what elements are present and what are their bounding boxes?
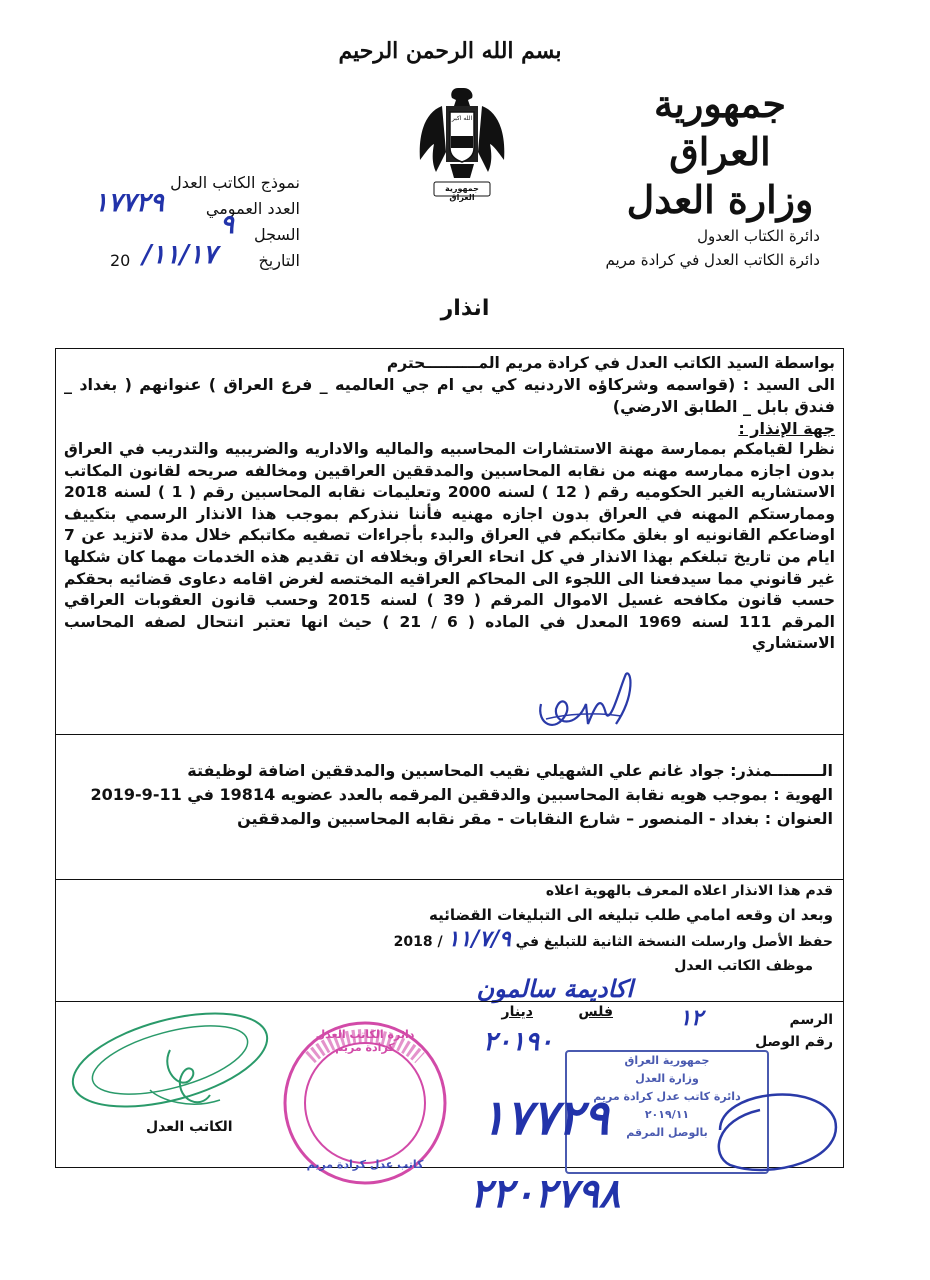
warner-name: الـــــــــمنذر: جواد غانم علي الشهيلي نقيب المحاسبين والمدققين اضافة لوظيفتة bbox=[187, 761, 833, 780]
date-row bbox=[100, 240, 300, 274]
basmala bbox=[300, 38, 600, 78]
date-year-prefix: 20 bbox=[110, 251, 131, 270]
clerk-handwritten-name: اكاديمة سالمون bbox=[476, 974, 633, 1003]
fee-handwritten: ١٢ bbox=[679, 1005, 703, 1031]
dinar-label: دينار bbox=[501, 1004, 533, 1020]
handwritten-number-1: ١٧٧٢٩ bbox=[480, 1090, 609, 1146]
ministry-line-2: وزارة العدل bbox=[626, 177, 814, 222]
date-value: ١١/١٧/ bbox=[142, 240, 217, 270]
register-value: ٩ bbox=[220, 210, 234, 240]
iraq-emblem-icon bbox=[412, 82, 512, 202]
notary-label: الكاتب العدل bbox=[146, 1119, 233, 1135]
notice-body-section bbox=[64, 353, 835, 655]
notice-frame bbox=[55, 348, 844, 1168]
rect-stamp-line-4: ٢٠١٩/١١ bbox=[644, 1108, 690, 1121]
warner-id: الهوية : بموجب هويه نقابة المحاسبين والدققين المرقمه بالعدد عضويه 19814 في 11-9-2019 bbox=[90, 785, 833, 804]
rect-stamp-line-2: وزارة العدل bbox=[635, 1072, 699, 1085]
fee-label: الرسم bbox=[789, 1012, 833, 1028]
basmala-text: بسم الله الرحمن الرحيم bbox=[338, 38, 562, 64]
rect-stamp-line-1: جمهورية العراق bbox=[624, 1054, 710, 1067]
fils-label: فلس bbox=[578, 1004, 613, 1020]
public-number-value: ١٧٧٢٩ bbox=[94, 188, 164, 218]
form-info-block bbox=[94, 170, 300, 274]
clerk-line-3-row bbox=[66, 927, 833, 954]
warner-address: العنوان : بغداد - المنصور – شارع النقابات - مقر نقابه المحاسبين والمدققين bbox=[237, 809, 833, 828]
clerk-line-3-year: / 2018 bbox=[393, 934, 443, 950]
clerk-line-3: حفظ الأصل وارسلت النسخة الثانية للتبليغ في bbox=[515, 934, 833, 950]
warner-signature bbox=[526, 664, 646, 744]
register-label: السجل bbox=[253, 225, 300, 244]
rect-stamp-line-3: دائرة كاتب عدل كرادة مريم bbox=[593, 1090, 741, 1103]
rect-stamp-line-5: بالوصل المرقم bbox=[626, 1126, 708, 1139]
emblem-shield-text: الله اكبر bbox=[451, 115, 473, 122]
subject-heading: جهة الإنذار : bbox=[738, 419, 835, 438]
emblem-caption: جمهورية العراق bbox=[445, 184, 479, 202]
ministry-line-1: جمهورية العراق bbox=[654, 81, 786, 174]
clerk-line-1: قدم هذا الانذار اعلاه المعرف بالهوية اعلاه bbox=[545, 883, 833, 899]
receipt-handwritten: ٢٠١٩٠ bbox=[483, 1027, 553, 1057]
receipt-label: رقم الوصل bbox=[755, 1034, 833, 1050]
department-block bbox=[560, 224, 820, 272]
round-stamp-top-text: دائرة الكاتب العدل كرادة مريم bbox=[315, 1028, 415, 1054]
dept-line-1: دائرة الكتاب العدول bbox=[697, 227, 820, 245]
clerk-line-4: موظف الكاتب العدل bbox=[674, 958, 813, 974]
warner-section bbox=[66, 759, 833, 831]
clerk-line-2: وبعد ان وقعه امامي طلب تبليغه الى التبليغات القضائيه bbox=[429, 906, 833, 924]
public-number-label: العدد العمومي bbox=[205, 199, 300, 218]
round-stamp-bottom-text: كاتب عدل كرادة مريم bbox=[306, 1158, 424, 1171]
fees-section bbox=[66, 1004, 833, 1057]
dept-line-2: دائرة الكاتب العدل في كرادة مريم bbox=[605, 251, 820, 269]
clerk-section bbox=[66, 879, 833, 1003]
via-line: بواسطة السيد الكاتب العدل في كرادة مريم المــــــــــحترم bbox=[386, 354, 835, 372]
fees-row bbox=[66, 1004, 833, 1031]
clerk-line-3-date: ١١/٧/٩ bbox=[447, 926, 511, 952]
divider-3 bbox=[56, 1001, 843, 1002]
form-title: نموذج الكاتب العدل bbox=[170, 173, 300, 192]
public-number-row bbox=[94, 188, 300, 222]
to-line: الى السيد : (قواسمه وشركاؤه الاردنيه كي بي ام جي العالميه _ فرع العراق ) عنوانهم ( بغداد _ فندق بابل _ الطابق الارضي) bbox=[64, 375, 835, 416]
receipt-row bbox=[66, 1027, 833, 1057]
divider-1 bbox=[56, 734, 843, 735]
date-label: التاريخ bbox=[258, 251, 300, 270]
handwritten-number-2: ٢٢٠٢٧٩٨ bbox=[470, 1170, 621, 1217]
document-title: انذار bbox=[440, 296, 490, 321]
ministry-heading bbox=[600, 80, 840, 224]
notice-body: نظرا لقيامكم بممارسة مهنة الاستشارات المحاسبيه والماليه والاداريه والضريبيه والتدريب في العراق بدون اجازه ممارسه مهنه من نقابه المحاسبين والمدققين العراقيين ومخالفه صريحه لقانون المكاتب الاستشاريه الغير الحكوميه رقم ( 12 ) لسنه 2000 وتعليمات نقابه المحاسبين رقم ( 1 ) لسنه 2018 وممارستكم المهنه في العراق بدون اجازه مهنيه فأننا ننذركم بموجب هذا الانذار الرسمي بتكييف اوضاعكم القانونيه او بغلق مكاتبكم في العراق والبدء بأجراءات تصفيه مكاتبكم خلال مدة لاتزيد عن 7 ايام من تاريخ تبلغكم بهذا الانذار في كل انحاء العراق وبخلافه ان تقديم هذه الخدمات مهما كان شكلها غير قانوني مما سيدفعنا الى اللجوء الى المحاكم العراقيه المختصه لغرض اقامه دعاوى قضائيه بحقكم حسب قانون مكافحه غسيل الاموال المرقم ( 39 ) لسنه 2015 وحسب قانون العقوبات العراقي المرقم 111 لسنه 1969 المعدل في الماده ( 6 / 21 ) حيث انها تعتبر انتحال لصفه المحاسب الاستشاري bbox=[64, 440, 836, 653]
